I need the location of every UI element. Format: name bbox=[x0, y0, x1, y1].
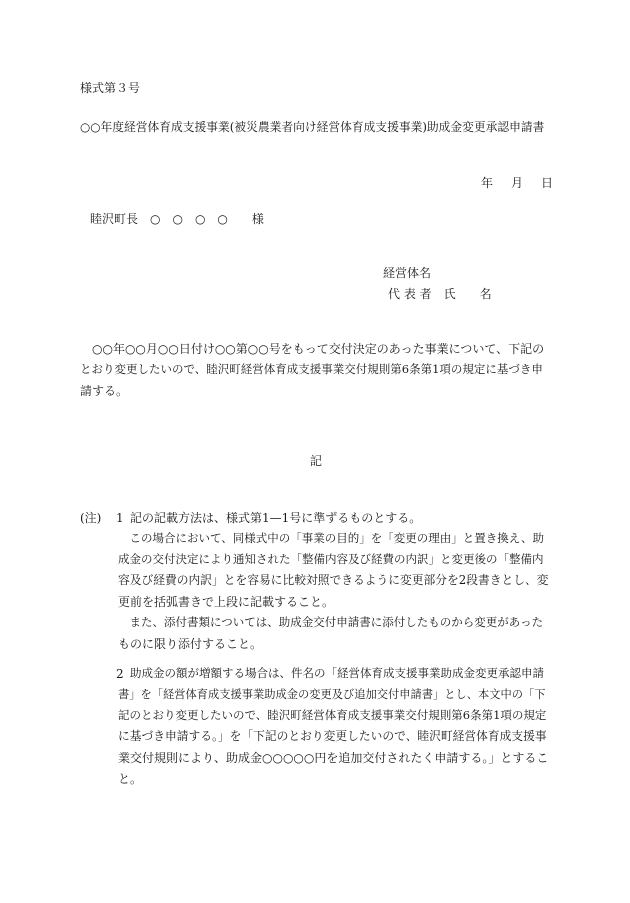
date-year: 年 bbox=[481, 176, 494, 190]
note-line: 助成金の額が増額する場合は、件名の「経営体育成支援事業助成金変更承認申請 bbox=[130, 666, 544, 680]
body-line: 請する。 bbox=[80, 384, 129, 398]
applicant-representative: 代 表 者 氏 名 bbox=[388, 287, 492, 301]
note-line: また、添付書類については、助成金交付申請書に添付したものから変更があった bbox=[118, 615, 544, 629]
addressee: 睦沢町長 ○ ○ ○ ○ 様 bbox=[90, 212, 264, 226]
form-number: 様式第３号 bbox=[80, 81, 141, 95]
ki-heading: 記 bbox=[310, 454, 323, 468]
note-line: この場合において、同様式中の「事業の目的」を「変更の理由」と置き換え、助 bbox=[118, 531, 544, 545]
note-line: ものに限り添付すること。 bbox=[118, 637, 263, 651]
note-line: 業交付規則により、助成金○○○○○円を追加交付されたく申請する。」とするこ bbox=[118, 751, 549, 765]
document-title: ○○年度経営体育成支援事業(被災農業者向け経営体育成支援事業)助成金変更承認申請書 bbox=[80, 120, 545, 134]
note-number: 1 bbox=[116, 511, 124, 525]
note-line: 更前を括弧書きで上段に記載すること。 bbox=[118, 595, 335, 609]
date-line bbox=[481, 177, 553, 189]
notes-label: (注) bbox=[80, 511, 102, 525]
note-line: 記のとおり変更したいので、睦沢町経営体育成支援事業交付規則第6条第1項の規定 bbox=[118, 708, 547, 722]
date-month: 月 bbox=[511, 176, 524, 190]
body-line: ○○年○○月○○日付け○○第○○号をもって交付決定のあった事業について、下記の bbox=[80, 342, 545, 356]
note-line: 容及び経費の内訳」とを容易に比較対照できるように変更部分を2段書きとし、変 bbox=[118, 573, 549, 587]
note-line: 書」を「経営体育成支援事業助成金の変更及び追加交付申請書」とし、本文中の「下 bbox=[118, 688, 546, 701]
date-day: 日 bbox=[541, 176, 554, 190]
applicant-organization: 経営体名 bbox=[383, 266, 432, 280]
note-line: 記の記載方法は、様式第1—1号に準ずるものとする。 bbox=[130, 511, 422, 525]
note-number: 2 bbox=[116, 667, 124, 681]
note-line: 成金の交付決定により通知された「整備内容及び経費の内訳」と変更後の「整備内 bbox=[118, 552, 544, 566]
note-line: と。 bbox=[118, 772, 143, 786]
note-line: に基づき申請する。」を「下記のとおり変更したいので、睦沢町経営体育成支援事 bbox=[118, 729, 547, 743]
body-line: とおり変更したいので、睦沢町経営体育成支援事業交付規則第6条第1項の規定に基づき申 bbox=[80, 362, 543, 376]
